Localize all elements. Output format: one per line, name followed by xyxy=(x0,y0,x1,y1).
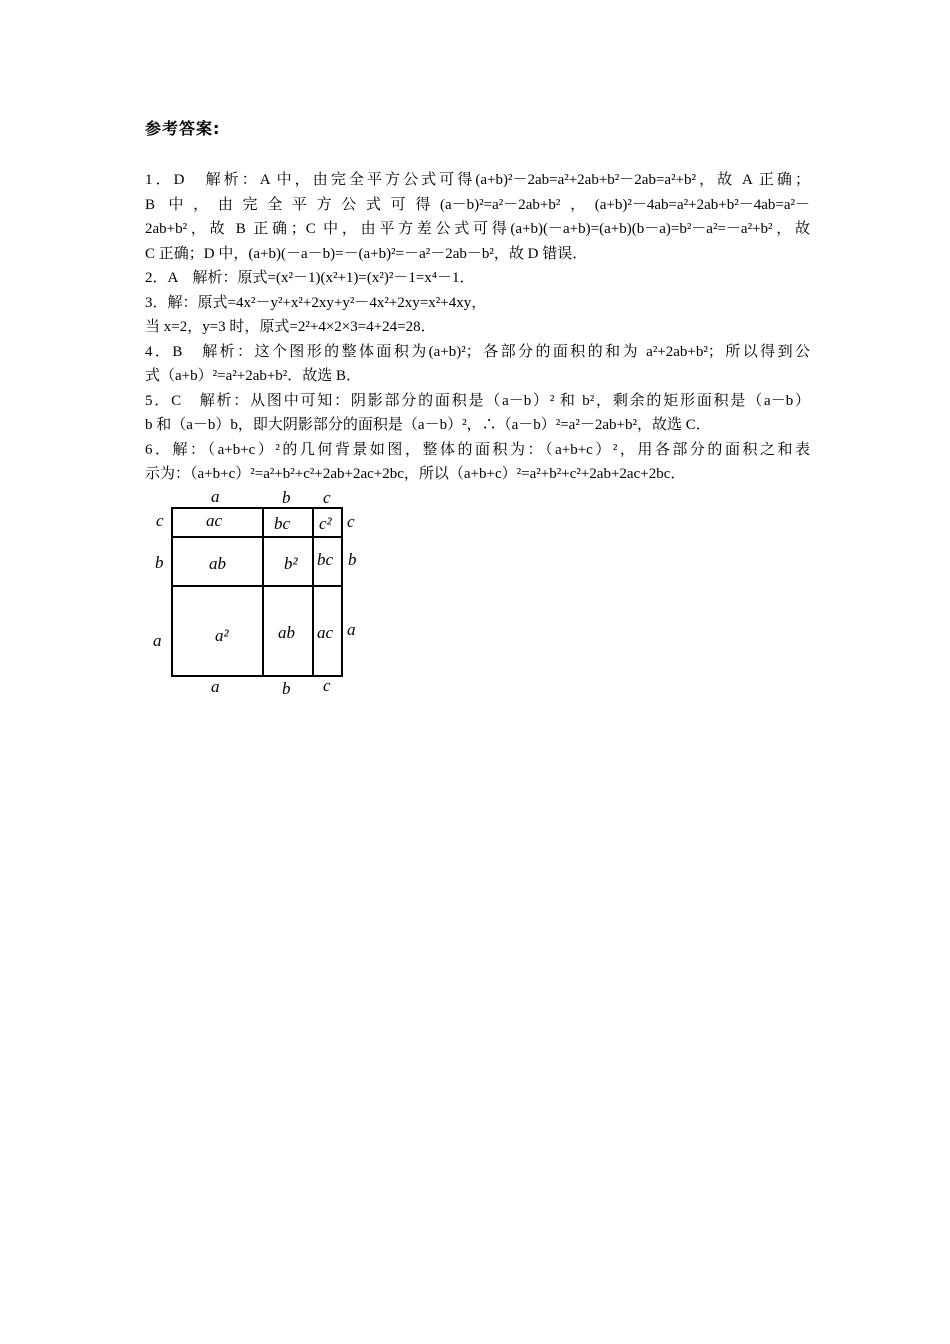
answer-2-line-1: 2．A 解析：原式=(x²－1)(x²+1)=(x²)²－1=x⁴－1． xyxy=(145,270,475,286)
left-label-a: a xyxy=(153,631,162,650)
left-label-b: b xyxy=(155,553,164,572)
area-diagram xyxy=(148,484,368,699)
answer-list xyxy=(145,168,810,487)
grid-line-left xyxy=(171,507,173,677)
grid-line-row-1 xyxy=(172,536,343,538)
answer-6-line-1: 6．解：（a+b+c）²的几何背景如图，整体的面积为：（a+b+c）²，用各部分的面积之和表 xyxy=(145,441,810,458)
grid-line-col-2 xyxy=(312,507,314,677)
cell-c-squared: c² xyxy=(319,514,332,533)
answer-1-line-3: 2ab+b²，故 B 正确；C 中，由平方差公式可得(a+b)(－a+b)=(a+b)(b－a)=b²－a²=－a²+b²，故 xyxy=(145,221,810,237)
bottom-label-b: b xyxy=(282,679,291,698)
top-label-a: a xyxy=(211,487,220,506)
answer-1-line-2: B 中，由完全平方公式可得(a－b)²=a²－2ab+b²，(a+b)²－4ab=a²+2ab+b²－4ab=a²－ xyxy=(145,196,810,213)
grid-line-bottom xyxy=(172,675,343,677)
cell-bc-middle: bc xyxy=(317,550,334,569)
grid-line-row-2 xyxy=(172,585,343,587)
answer-3-line-2: 当 x=2，y=3 时，原式=2²+4×2×3=4+24=28． xyxy=(145,319,436,335)
cell-b-squared: b² xyxy=(284,554,298,573)
answer-5-line-1: 5．C 解析：从图中可知：阴影部分的面积是（a－b）² 和 b²，剩余的矩形面积是（a－b） xyxy=(145,392,810,409)
answer-5-line-2: b 和（a－b）b，即大阴影部分的面积是（a－b）²，∴（a－b）²=a²－2ab+b²，故选 C． xyxy=(145,417,711,433)
page-title: 参考答案: xyxy=(145,119,221,138)
answer-6-line-2: 示为：（a+b+c）²=a²+b²+c²+2ab+2ac+2bc，所以（a+b+c）²=a²+b²+c²+2ab+2ac+2bc． xyxy=(145,466,686,482)
answer-1-line-4: C 正确；D 中，(a+b)(－a－b)=－(a+b)²=－a²－2ab－b²，故 D 错误． xyxy=(145,245,588,262)
right-label-b: b xyxy=(348,550,357,569)
answer-4-line-2: 式（a+b）²=a²+2ab+b²．故选 B． xyxy=(145,368,362,384)
bottom-label-c: c xyxy=(323,676,331,695)
right-label-c: c xyxy=(347,512,355,531)
grid-line-right xyxy=(341,507,343,677)
cell-bc-top: bc xyxy=(274,514,291,533)
top-label-c: c xyxy=(323,488,331,507)
cell-ab-bottom: ab xyxy=(278,623,295,642)
answer-4-line-1: 4．B 解析：这个图形的整体面积为(a+b)²；各部分的面积的和为 a²+2ab+b²；所以得到公 xyxy=(145,343,810,360)
cell-ac-top: ac xyxy=(206,511,223,530)
cell-ac-bottom: ac xyxy=(317,623,334,642)
grid-line-col-1 xyxy=(262,507,264,677)
left-label-c: c xyxy=(156,511,164,530)
top-label-b: b xyxy=(282,488,291,507)
bottom-label-a: a xyxy=(211,677,220,696)
answer-1-line-1: 1．D 解析：A 中，由完全平方公式可得(a+b)²－2ab=a²+2ab+b²－2ab=a²+b²，故 A 正确； xyxy=(145,172,810,188)
grid-line-top xyxy=(172,507,343,509)
cell-a-squared: a² xyxy=(215,626,229,645)
answer-3-line-1: 3．解：原式=4x²－y²+x²+2xy+y²－4x²+2xy=x²+4xy， xyxy=(145,294,487,311)
right-label-a: a xyxy=(347,620,356,639)
cell-ab-middle: ab xyxy=(209,554,226,573)
